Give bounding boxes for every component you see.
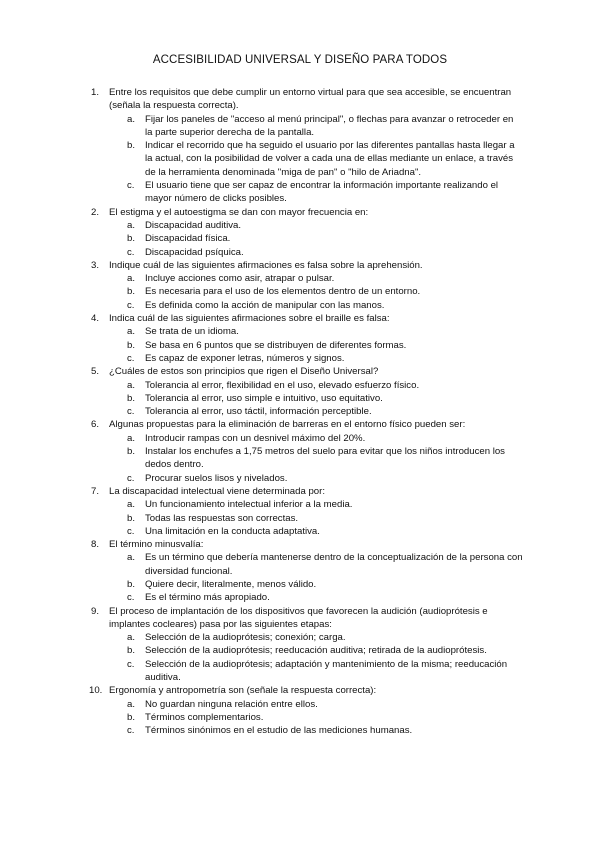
option-letter: a.: [127, 326, 136, 338]
option-text: Introducir rampas con un desnivel máximo del 20%.: [145, 432, 366, 444]
option-list: [109, 113, 523, 206]
option-list: [109, 631, 523, 684]
option-text: Tolerancia al error, flexibilidad en el uso, elevado esfuerzo físico.: [145, 379, 420, 391]
option-letter: a.: [127, 273, 136, 285]
option-a: [109, 325, 523, 338]
question-2: [91, 206, 523, 259]
option-text: Quiere decir, literalmente, menos válido.: [145, 578, 317, 590]
option-c: [109, 299, 523, 312]
option-letter: a.: [127, 552, 136, 564]
question-10: [91, 684, 523, 737]
question-8: [91, 538, 523, 604]
option-letter: a.: [127, 219, 136, 231]
option-list: [109, 432, 523, 485]
option-b: [109, 232, 523, 245]
question-number: 9.: [91, 605, 100, 617]
option-c: [109, 405, 523, 418]
option-text: Términos complementarios.: [145, 711, 264, 723]
option-b: [109, 711, 523, 724]
question-number: 2.: [91, 206, 100, 218]
option-letter: b.: [127, 392, 136, 404]
option-c: [109, 472, 523, 485]
option-a: [109, 432, 523, 445]
question-text: La discapacidad intelectual viene determinada por:: [109, 485, 325, 497]
option-text: Es el término más apropiado.: [145, 592, 270, 604]
option-letter: a.: [127, 379, 136, 391]
question-number: 10.: [89, 685, 103, 697]
option-b: [109, 285, 523, 298]
option-text: Discapacidad física.: [145, 233, 231, 245]
option-a: [109, 113, 523, 140]
question-number: 7.: [91, 485, 100, 497]
question-number: 6.: [91, 419, 100, 431]
question-number: 5.: [91, 366, 100, 378]
option-text: Es un término que debería mantenerse dentro de la conceptualización de la persona con diversidad funcional.: [145, 552, 523, 577]
option-a: [109, 379, 523, 392]
option-b: [109, 644, 523, 657]
option-letter: b.: [127, 140, 136, 152]
option-list: [109, 551, 523, 604]
option-text: Instalar los enchufes a 1,75 metros del suelo para evitar que los niños introducen los dedos dentro.: [145, 446, 505, 471]
question-text: El proceso de implantación de los dispositivos que favorecen la audición (audioprótesis e implantes cocleares) pasa por las siguientes etapas:: [109, 605, 488, 630]
option-letter: b.: [127, 339, 136, 351]
question-text: Indique cuál de las siguientes afirmaciones es falsa sobre la aprehensión.: [109, 259, 423, 271]
option-c: [109, 246, 523, 259]
option-text: Se basa en 6 puntos que se distribuyen de diferentes formas.: [145, 339, 407, 351]
question-5: [91, 365, 523, 418]
option-letter: c.: [127, 246, 135, 258]
document-title: ACCESIBILIDAD UNIVERSAL Y DISEÑO PARA TODOS: [152, 54, 448, 66]
option-a: [109, 498, 523, 511]
option-text: Una limitación en la conducta adaptativa.: [145, 525, 320, 537]
question-text: Algunas propuestas para la eliminación de barreras en el entorno físico pueden ser:: [109, 419, 466, 431]
option-letter: b.: [127, 578, 136, 590]
option-list: [109, 698, 523, 738]
question-number: 4.: [91, 313, 100, 325]
option-list: [109, 325, 523, 365]
option-text: El usuario tiene que ser capaz de encontrar la información importante realizando el mayor número de clicks posibles.: [145, 180, 499, 205]
option-c: [109, 591, 523, 604]
option-letter: c.: [127, 472, 135, 484]
option-b: [109, 339, 523, 352]
option-c: [109, 525, 523, 538]
option-letter: b.: [127, 286, 136, 298]
option-text: No guardan ninguna relación entre ellos.: [145, 698, 318, 710]
option-b: [109, 512, 523, 525]
option-a: [109, 272, 523, 285]
option-letter: c.: [127, 299, 135, 311]
option-letter: c.: [127, 592, 135, 604]
option-text: Es capaz de exponer letras, números y signos.: [145, 352, 345, 364]
option-text: Fijar los paneles de "acceso al menú principal", o flechas para avanzar o retroceder en la parte superior derecha de la pantalla.: [145, 113, 514, 138]
option-letter: c.: [127, 352, 135, 364]
option-text: Selección de la audioprótesis; adaptación y mantenimiento de la misma; reeducación auditiva.: [145, 658, 508, 684]
option-text: Discapacidad auditiva.: [145, 219, 241, 231]
option-text: Es necesaria para el uso de los elementos dentro de un entorno.: [145, 286, 421, 298]
option-c: [109, 179, 523, 206]
option-text: Términos sinónimos en el estudio de las mediciones humanas.: [145, 725, 413, 737]
option-c: [109, 352, 523, 365]
option-text: Indicar el recorrido que ha seguido el usuario por las diferentes pantallas hasta llegar a la actual, con la posibilidad de volver a cada una de ellas mediante un enlace, a través de la herramienta denominada "miga de pan" o "hilo de Ariadna".: [145, 140, 515, 178]
option-letter: a.: [127, 432, 136, 444]
option-text: Selección de la audioprótesis; conexión; carga.: [145, 632, 346, 644]
option-text: Discapacidad psíquica.: [145, 246, 244, 258]
option-letter: c.: [127, 525, 135, 537]
option-a: [109, 551, 523, 578]
option-a: [109, 698, 523, 711]
option-letter: a.: [127, 113, 136, 125]
question-number: 3.: [91, 259, 100, 271]
option-letter: a.: [127, 698, 136, 710]
option-list: [109, 379, 523, 419]
question-number: 1.: [91, 87, 100, 98]
option-letter: b.: [127, 711, 136, 723]
question-text: El término minusvalía:: [109, 539, 204, 551]
option-text: Selección de la audioprótesis; reeducación auditiva; retirada de la audioprótesis.: [145, 645, 487, 657]
option-text: Un funcionamiento intelectual inferior a la media.: [145, 499, 353, 511]
option-letter: c.: [127, 658, 135, 670]
question-text: ¿Cuáles de estos son principios que rigen el Diseño Universal?: [109, 366, 379, 378]
option-text: Todas las respuestas son correctas.: [145, 512, 299, 524]
question-text: Ergonomía y antropometría son (señale la respuesta correcta):: [109, 685, 377, 697]
question-text: El estigma y el autoestigma se dan con mayor frecuencia en:: [109, 206, 369, 218]
option-list: [109, 272, 523, 312]
question-9: [91, 605, 523, 685]
question-7: [91, 485, 523, 538]
option-c: [109, 724, 523, 737]
option-c: [109, 658, 523, 685]
question-number: 8.: [91, 539, 100, 551]
option-b: [109, 578, 523, 591]
option-letter: c.: [127, 406, 135, 418]
option-a: [109, 631, 523, 644]
option-b: [109, 392, 523, 405]
option-letter: a.: [127, 632, 136, 644]
question-3: [91, 259, 523, 312]
option-text: Incluye acciones como asir, atrapar o pulsar.: [145, 273, 335, 285]
option-letter: a.: [127, 499, 136, 511]
question-list: [91, 86, 523, 738]
question-text: Indica cuál de las siguientes afirmaciones sobre el braille es falsa:: [109, 313, 390, 325]
option-b: [109, 139, 523, 179]
question-text: Entre los requisitos que debe cumplir un entorno virtual para que sea accesible, se encuentran (señala la respuesta correcta).: [109, 87, 512, 112]
question-1: [91, 86, 523, 206]
option-letter: b.: [127, 233, 136, 245]
option-text: Tolerancia al error, uso táctil, información perceptible.: [145, 406, 372, 418]
option-letter: b.: [127, 645, 136, 657]
option-text: Se trata de un idioma.: [145, 326, 239, 338]
option-letter: c.: [127, 725, 135, 737]
question-6: [91, 418, 523, 484]
option-b: [109, 445, 523, 472]
option-letter: b.: [127, 512, 136, 524]
option-text: Es definida como la acción de manipular con las manos.: [145, 299, 385, 311]
question-4: [91, 312, 523, 365]
option-text: Tolerancia al error, uso simple e intuitivo, uso equitativo.: [145, 392, 383, 404]
option-letter: c.: [127, 180, 135, 192]
option-letter: b.: [127, 446, 136, 458]
option-a: [109, 219, 523, 232]
option-text: Procurar suelos lisos y nivelados.: [145, 472, 288, 484]
option-list: [109, 219, 523, 259]
option-list: [109, 498, 523, 538]
